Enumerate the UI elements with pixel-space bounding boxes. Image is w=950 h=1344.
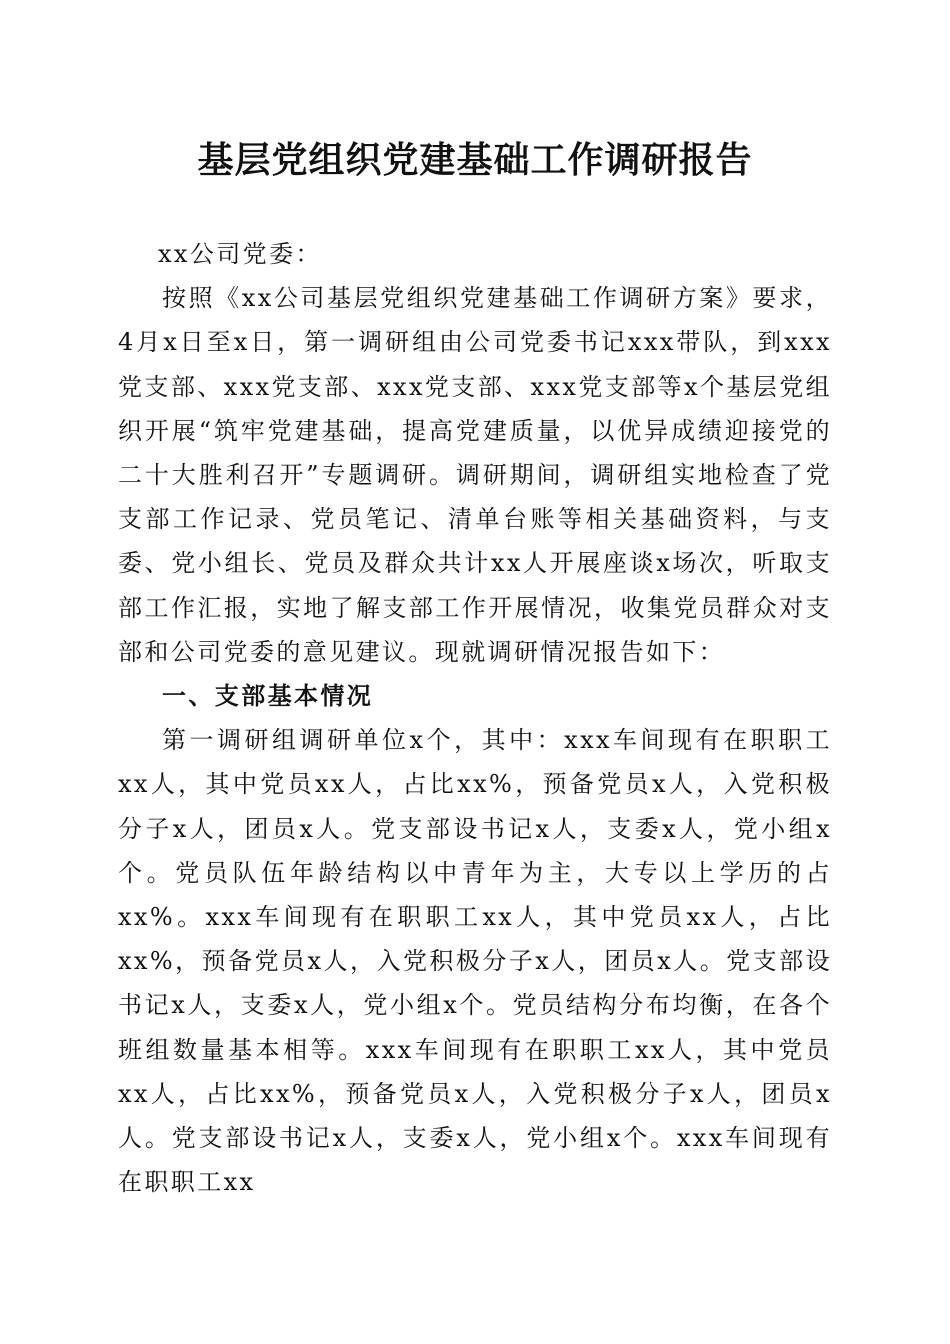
section-paragraph: 第一调研组调研单位x个，其中：xxx车间现有在职职工xx人，其中党员xx人，占比xx%，预备党员x人，入党积极分子x人，团员x人。党支部设书记x人，支委x人，党小组x个。党员队伍年龄结构以中青年为主，大专以上学历的占xx%。xxx车间现有在职职工xx人，其中党员xx人，占比xx%，预备党员x人，入党积极分子x人，团员x人。党支部设书记x人，支委x人，党小组x个。党员结构分布均衡，在各个班组数量基本相等。xxx车间现有在职职工xx人，其中党员xx人，占比xx%，预备党员x人，入党积极分子x人，团员x人。党支部设书记x人，支委x人，党小组x个。xxx车间现有在职职工xx	[118, 726, 832, 1197]
section-heading: 一、支部基本情况	[162, 682, 374, 711]
intro-paragraph: 按照《xx公司基层党组织党建基础工作调研方案》要求，4月x日至x日，第一调研组由公司党委书记xxx带队，到xxx党支部、xxx党支部、xxx党支部、xxx党支部等x个基层党组织开展“筑牢党建基础，提高党建质量，以优异成绩迎接党的二十大胜利召开”专题调研。调研期间，调研组实地检查了党支部工作记录、党员笔记、清单台账等相关基础资料，与支委、党小组长、党员及群众共计xx人开展座谈x场次，听取支部工作汇报，实地了解支部工作开展情况，收集党员群众对支部和公司党委的意见建议。现就调研情况报告如下：	[118, 284, 832, 666]
document-title: 基层党组织党建基础工作调研报告	[197, 139, 753, 181]
salutation: xx公司党委：	[158, 240, 322, 268]
document-body	[118, 232, 832, 1204]
